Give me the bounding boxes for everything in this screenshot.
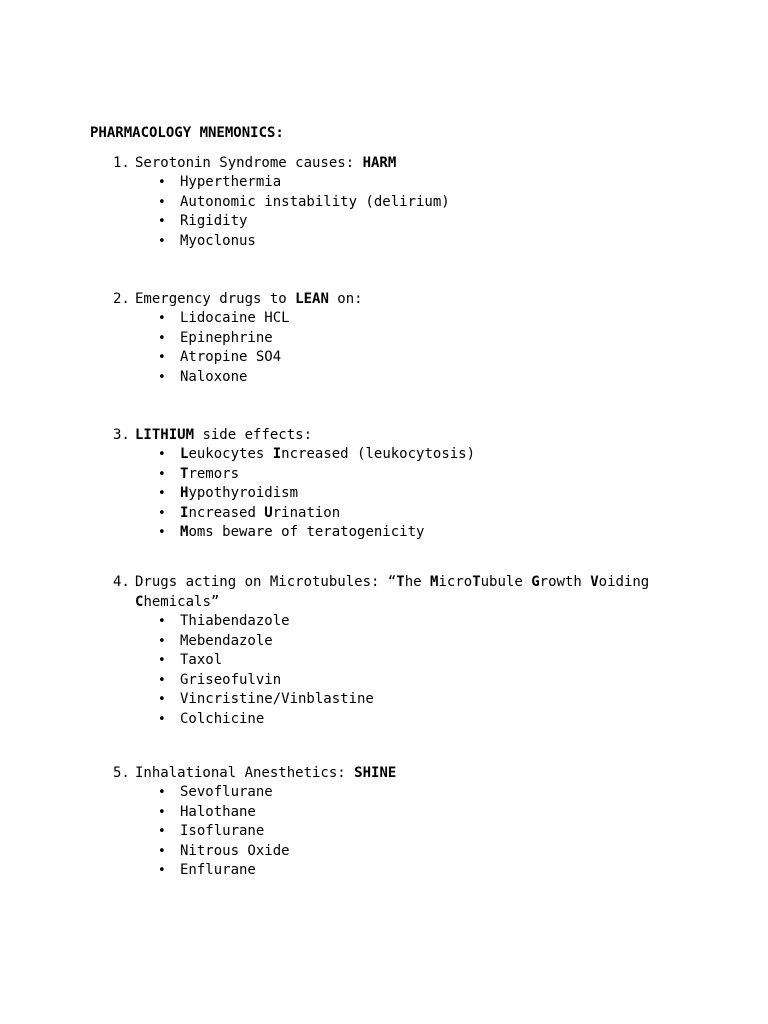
- bullet-item: [113, 329, 673, 349]
- bullet-item: [113, 445, 673, 465]
- text-run: rowth: [539, 574, 591, 590]
- bullet-text: [180, 505, 340, 521]
- bullet-dot-icon: •: [158, 711, 166, 727]
- bullet-dot-icon: •: [158, 466, 166, 482]
- text-run: rination: [272, 504, 341, 521]
- bullet-text: [180, 524, 424, 540]
- bullet-text: [180, 804, 256, 820]
- text-run: Atropine SO4: [180, 349, 282, 365]
- bullet-text: [180, 369, 247, 385]
- bullet-text: [180, 485, 298, 501]
- text-run: he: [404, 574, 431, 590]
- bullet-text: [180, 613, 290, 629]
- bullet-list: [113, 612, 673, 729]
- text-run: Rigidity: [180, 213, 248, 229]
- mnemonic-item-serotonin: [113, 153, 673, 251]
- text-run: Epinephrine: [180, 329, 273, 346]
- bullet-item: [113, 484, 673, 504]
- text-run: oms beware of teratogenicity: [188, 524, 425, 540]
- bullet-item: [113, 309, 673, 329]
- bullet-dot-icon: •: [158, 350, 166, 365]
- bold-text-run: T: [472, 574, 481, 590]
- item-number: 2.: [113, 291, 130, 307]
- bold-text-run: M: [430, 574, 439, 590]
- bullet-dot-icon: •: [158, 486, 166, 501]
- item-number: 3.: [113, 427, 130, 443]
- bullet-item: [113, 803, 673, 823]
- bullet-text: [180, 194, 450, 210]
- text-run: Isoflurane: [180, 823, 265, 839]
- mnemonic-heading: [113, 425, 673, 445]
- mnemonic-heading: [113, 572, 673, 612]
- bullet-list: [113, 783, 673, 881]
- bullet-text: [180, 233, 256, 249]
- bullet-dot-icon: •: [158, 614, 166, 629]
- bullet-item: [113, 671, 673, 691]
- heading-text: [135, 763, 655, 783]
- mnemonic-heading: [113, 289, 673, 309]
- bold-text-run: C: [135, 594, 144, 610]
- mnemonic-item-microtubules: [113, 572, 673, 729]
- text-run: Taxol: [180, 652, 223, 668]
- bullet-dot-icon: •: [158, 330, 166, 346]
- bold-text-run: HARM: [362, 155, 397, 171]
- bold-text-run: I: [272, 446, 282, 462]
- mnemonic-item-emergency-drugs: [113, 289, 673, 387]
- text-run: Vincristine/Vinblastine: [180, 691, 374, 707]
- text-run: Serotonin Syndrome causes:: [135, 155, 363, 171]
- bullet-item: [113, 504, 673, 524]
- bullet-list: [113, 445, 673, 543]
- item-number: 5.: [113, 765, 130, 781]
- text-run: Griseofulvin: [180, 671, 282, 688]
- bullet-item: [113, 710, 673, 730]
- bullet-dot-icon: •: [158, 804, 166, 820]
- bullet-dot-icon: •: [158, 447, 166, 462]
- bullet-text: [180, 691, 374, 707]
- mnemonic-heading: [113, 153, 673, 173]
- text-run: Sevoflurane: [180, 784, 273, 800]
- text-run: Mebendazole: [180, 632, 273, 649]
- heading-text: [135, 425, 655, 445]
- heading-text: [135, 572, 655, 612]
- mnemonic-item-inhalational-anesthetics: [113, 763, 673, 881]
- text-run: icro: [438, 574, 473, 590]
- bold-text-run: H: [180, 485, 189, 501]
- text-run: Drugs acting on Microtubules: “: [135, 574, 397, 590]
- bullet-list: [113, 173, 673, 251]
- text-run: Colchicine: [180, 710, 265, 727]
- bullet-item: [113, 842, 673, 862]
- bold-text-run: LEAN: [295, 291, 329, 307]
- bullet-item: [113, 173, 673, 193]
- bullet-dot-icon: •: [158, 863, 166, 878]
- bullet-dot-icon: •: [158, 633, 166, 649]
- bullet-dot-icon: •: [158, 785, 166, 800]
- bullet-dot-icon: •: [158, 214, 166, 229]
- text-run: Autonomic instability (delirium): [180, 193, 450, 210]
- bullet-text: [180, 446, 475, 462]
- bold-text-run: SHINE: [354, 765, 397, 781]
- text-run: Emergency drugs to: [135, 291, 296, 307]
- bold-text-run: M: [180, 524, 189, 540]
- text-run: Inhalational Anesthetics:: [135, 765, 355, 781]
- text-run: eukocytes: [188, 446, 273, 462]
- bullet-text: [180, 633, 273, 649]
- bullet-text: [180, 652, 222, 668]
- bullet-text: [180, 174, 281, 190]
- bullet-text: [180, 843, 290, 859]
- bullet-text: [180, 330, 273, 346]
- bullet-item: [113, 523, 673, 543]
- bullet-dot-icon: •: [158, 505, 166, 521]
- bullet-text: [180, 349, 281, 365]
- bullet-item: [113, 690, 673, 710]
- text-run: Halothane: [180, 803, 256, 820]
- text-run: Naloxone: [180, 368, 248, 385]
- text-run: on:: [328, 291, 363, 307]
- text-run: oiding: [598, 574, 650, 590]
- text-run: Lidocaine HCL: [180, 310, 290, 326]
- bold-text-run: LITHIUM: [135, 427, 195, 443]
- bullet-text: [180, 823, 264, 839]
- text-run: Thiabendazole: [180, 613, 290, 629]
- bullet-dot-icon: •: [158, 653, 166, 668]
- bullet-text: [180, 711, 264, 727]
- bullet-dot-icon: •: [158, 692, 166, 707]
- bullet-text: [180, 213, 247, 229]
- text-run: Hyperthermia: [180, 174, 282, 190]
- bullet-item: [113, 783, 673, 803]
- bullet-dot-icon: •: [158, 369, 166, 385]
- text-run: side effects:: [194, 427, 313, 443]
- bold-text-run: T: [180, 465, 189, 482]
- bullet-dot-icon: •: [158, 824, 166, 839]
- bullet-item: [113, 212, 673, 232]
- text-run: ubule: [480, 574, 532, 590]
- bold-text-run: G: [531, 574, 540, 590]
- item-number: 1.: [113, 155, 130, 171]
- bullet-text: [180, 310, 290, 326]
- text-run: Myoclonus: [180, 232, 256, 249]
- bullet-list: [113, 309, 673, 387]
- document-title: PHARMACOLOGY MNEMONICS:: [90, 125, 284, 141]
- bullet-text: [180, 784, 273, 800]
- text-run: ypothyroidism: [188, 485, 299, 501]
- bullet-dot-icon: •: [158, 311, 166, 326]
- bullet-dot-icon: •: [158, 672, 166, 688]
- item-number: 4.: [113, 574, 130, 590]
- bullet-text: [180, 672, 281, 688]
- bullet-item: [113, 612, 673, 632]
- bullet-text: [180, 466, 239, 482]
- bullet-item: [113, 465, 673, 485]
- bullet-dot-icon: •: [158, 233, 166, 249]
- bullet-item: [113, 822, 673, 842]
- heading-text: [135, 153, 655, 173]
- bullet-item: [113, 632, 673, 652]
- bullet-item: [113, 368, 673, 388]
- text-run: Enflurane: [180, 862, 256, 878]
- text-run: ncreased (leukocytosis): [281, 446, 476, 462]
- bullet-item: [113, 651, 673, 671]
- bold-text-run: U: [264, 504, 273, 521]
- bold-text-run: T: [396, 574, 405, 590]
- text-run: remors: [188, 465, 240, 482]
- bullet-dot-icon: •: [158, 175, 166, 190]
- bullet-dot-icon: •: [158, 194, 166, 210]
- bullet-dot-icon: •: [158, 525, 166, 540]
- bullet-item: [113, 348, 673, 368]
- bold-text-run: L: [180, 446, 189, 462]
- bullet-text: [180, 862, 256, 878]
- bullet-item: [113, 861, 673, 881]
- text-run: ncreased: [188, 504, 265, 521]
- bullet-dot-icon: •: [158, 843, 166, 859]
- text-run: Nitrous Oxide: [180, 842, 290, 859]
- bullet-item: [113, 193, 673, 213]
- bullet-item: [113, 232, 673, 252]
- bold-text-run: I: [180, 504, 189, 521]
- bold-text-run: V: [590, 574, 599, 590]
- text-run: hemicals”: [143, 594, 220, 610]
- heading-text: [135, 289, 655, 309]
- mnemonic-item-lithium: [113, 425, 673, 543]
- mnemonic-heading: [113, 763, 673, 783]
